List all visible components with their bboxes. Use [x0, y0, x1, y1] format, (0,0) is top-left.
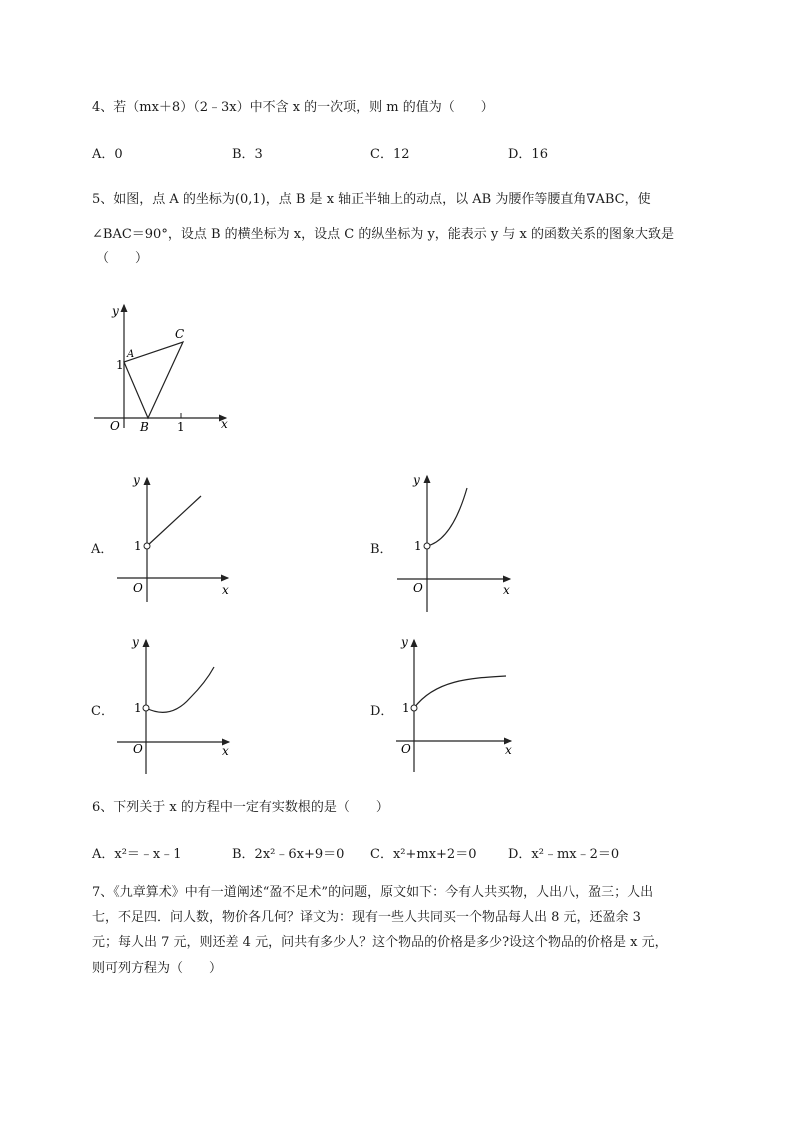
q7-line2: 七，不足四．问人数，物价各几何？译文为：现有一些人共同买一个物品每人出 8 元，还盈余 3 — [92, 910, 641, 925]
graph-d-curve — [414, 676, 506, 708]
graph-a-open-dot — [144, 543, 150, 549]
graph-c-open-dot — [143, 705, 149, 711]
graph-b-label[interactable]: B． — [370, 542, 393, 557]
q4-option-c[interactable]: C．12 — [370, 147, 410, 162]
q6-option-c[interactable]: C．x²+mx+2＝0 — [370, 847, 477, 862]
svg-text:O: O — [133, 581, 143, 595]
svg-text:x: x — [222, 744, 229, 758]
fig-label-o: O — [110, 419, 120, 433]
svg-text:x: x — [505, 743, 512, 757]
q6-option-a[interactable]: A．x²＝﹣x﹣1 — [92, 847, 182, 862]
q5-stem-line2: ∠BAC＝90°，设点 B 的横坐标为 x，设点 C 的纵坐标为 y，能表示 y 与 x 的函数关系的图象大致是 — [92, 227, 674, 242]
graph-a-curve — [147, 496, 201, 546]
graph-d-open-dot — [411, 705, 417, 711]
graph-b-curve — [427, 488, 467, 546]
q4-option-d[interactable]: D．16 — [508, 147, 548, 162]
graph-a[interactable] — [117, 473, 229, 602]
svg-text:x: x — [503, 583, 510, 597]
q7-line3: 元；每人出 7 元，则还差 4 元，问共有多少人？这个物品的价格是多少?设这个物品的价格是 x 元， — [92, 935, 668, 950]
svg-text:y: y — [133, 473, 140, 487]
graph-c[interactable] — [117, 635, 229, 774]
graph-c-label[interactable]: C． — [91, 704, 114, 719]
fig-label-c: C — [175, 327, 185, 341]
fig-label-x: x — [221, 417, 228, 431]
q6-stem: 6、下列关于 x 的方程中一定有实数根的是（ ） — [92, 800, 389, 815]
fig-label-one-x: 1 — [177, 420, 185, 434]
svg-text:x: x — [222, 583, 229, 597]
svg-text:1: 1 — [402, 701, 410, 715]
q5-stem-line1: 5、如图，点 A 的坐标为(0,1)，点 B 是 x 轴正半轴上的动点，以 AB 为腰作等腰直角∇ABC，使 — [92, 192, 651, 207]
q7-line1: 7、《九章算术》中有一道阐述“盈不足术”的问题，原文如下：今有人共买物，人出八，盈三；人出 — [92, 885, 654, 900]
svg-text:y: y — [401, 635, 408, 649]
q4-stem: 4、若（mx＋8）（2﹣3x）中不含 x 的一次项，则 m 的值为（ ） — [92, 100, 494, 115]
svg-text:O: O — [401, 742, 411, 756]
graph-b-open-dot — [424, 543, 430, 549]
svg-text:1: 1 — [134, 701, 142, 715]
svg-text:y: y — [132, 635, 139, 649]
q4-option-a[interactable]: A．0 — [92, 147, 123, 162]
svg-text:1: 1 — [414, 539, 422, 553]
svg-text:y: y — [413, 473, 420, 487]
graph-a-label[interactable]: A． — [91, 542, 114, 557]
svg-text:O: O — [413, 581, 423, 595]
svg-text:O: O — [133, 742, 143, 756]
graph-d-label[interactable]: D． — [370, 704, 394, 719]
svg-text:1: 1 — [134, 539, 142, 553]
graph-d[interactable] — [396, 635, 512, 772]
fig-label-b: B — [140, 420, 149, 434]
fig-label-y: y — [112, 304, 119, 318]
graph-b[interactable] — [397, 473, 510, 612]
fig-label-a: A — [127, 349, 135, 360]
q7-line4: 则可列方程为（ ） — [92, 961, 223, 976]
q4-option-b[interactable]: B．3 — [232, 147, 263, 162]
q6-option-b[interactable]: B．2x²﹣6x+9＝0 — [232, 847, 345, 862]
graph-c-curve — [146, 667, 214, 712]
q5-stem-line3: （ ） — [96, 251, 149, 266]
fig-label-one-y: 1 — [116, 358, 124, 372]
q6-option-d[interactable]: D．x²﹣mx﹣2＝0 — [508, 847, 620, 862]
